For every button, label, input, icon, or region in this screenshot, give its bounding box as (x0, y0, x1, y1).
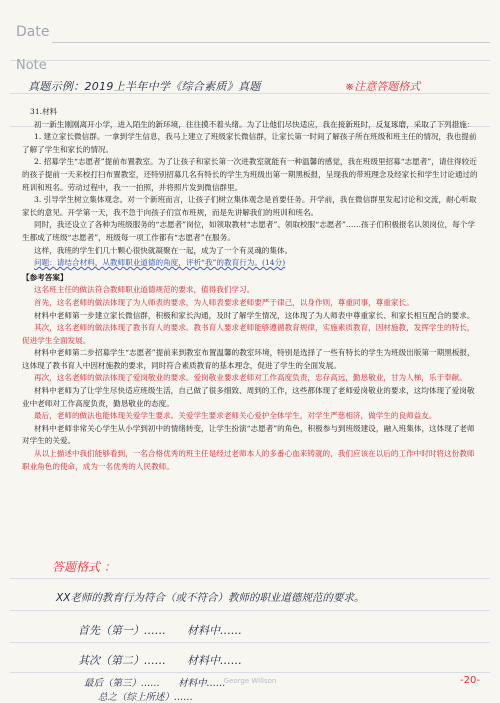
material-paragraph: 初一新生刚刚离开小学，进入陌生的新环境，往往摸不着头绪。为了让他们尽快适应，我在接新班时，反复琢磨，采取了下列措施： (34, 119, 475, 129)
watermark: George Willson (223, 677, 277, 685)
material-paragraph: 2. 招募学生“志愿者”提前布置教室。为了让孩子和家长第一次进教室就能有一种温馨的感觉，我在班级里招募“志愿者”，请住得较近的孩子提前一天来校打扫布置教室，还特别招募几名有特长的学生为班级出第一期黑板报，呈现我的带班理念及经家长和学生讨论通过的班训和班名。劳动过程中，我一一拍照，并将照片发到微信群里。 (22, 157, 478, 192)
format-heading: 答题格式 ： (52, 560, 116, 574)
material-paragraph: 1. 建立家长微信群。一拿到学生信息，我马上建立了班级家长微信群，让家长第一时间了解孩子所在班级和班主任的情况，我也提前了解了学生和家长的情况。 (22, 132, 477, 154)
page-number: -20- (460, 675, 480, 686)
format-line: 其次（第二）…… 材料中…… (78, 654, 242, 667)
question-number: 31.材料 (30, 107, 58, 116)
answer-paragraph: 材料中老师非常关心学生从小学到初中的情绪转变，让学生扮演“志愿者”的角色，积极参与到班级建设，融入班集体，这体现了老师对学生的关爱。 (22, 423, 475, 446)
answer-paragraph: 这名班主任的做法符合教师职业道德规范的要求，值得我们学习。 (34, 285, 255, 295)
material-paragraph: 这样，我班的学生们几十颗心很快就凝聚在一起，成为了一个有灵魂的集体。 (34, 245, 293, 255)
answer-paragraph: 材料中老师第二步招募学生“志愿者”提前来到教室布置温馨的教室环境，特别是选择了一些有特长的学生为班级出版第一期黑板报，这体现了教书育人中因材施教的要求，同时符合素质教育的基本理念，促进了学生的全面发展。 (22, 348, 475, 370)
answer-paragraph: 材料中老师第一步建立家长微信群，积极和家长沟通，及时了解学生情况，这体现了为人师表中尊重家长、和家长相互配合的要求。 (34, 310, 475, 320)
format-line: 最后（第三）…… 材料中…… (84, 678, 226, 689)
format-line: XX老师的教育行为符合（或不符合）教师的职业道德规范的要求。 (56, 592, 365, 604)
answer-paragraph: 其次，这名老师的做法体现了教书育人的要求。教书育人要求老师能够遵循教育规律，实施素质教育，因材施教，发挥学生的特长，促进学生全面发展。 (22, 323, 475, 345)
date-label: Date (16, 24, 50, 40)
handwritten-red-note: ※注意答题格式 (345, 80, 421, 93)
answer-paragraph: 再次，这名老师的做法体现了爱岗敬业的要求。爱岗敬业要求老师对工作高度负责，忠存高远，勤恳敬业，甘为人梯，乐于奉献。 (34, 373, 467, 383)
question-prompt: 问题：请结合材料，从教师职业道德的角度，评析“我”的教育行为。(14分) (34, 258, 286, 268)
note-label: Note (16, 58, 47, 73)
answer-heading: 【参考答案】 (22, 272, 68, 282)
answer-paragraph: 材料中老师为了让学生尽快适应班级生活，自己做了很多细致、周到的工作，这些都体现了老师爱岗敬业的要求，这均体现了爱岗敬业中老师对工作高度负责，勤恳敬业的态度。 (22, 386, 475, 408)
answer-paragraph: 首先，这名老师的做法体现了为人师表的要求，为人师表要求老师要严于律己，以身作则，尊重同事，尊重家长。 (34, 297, 414, 307)
question-block (22, 106, 482, 473)
format-line: 总之（综上所述）…… (98, 692, 194, 703)
material-paragraph: 同时，我还设立了各种为班级服务的“志愿者”岗位，如领取教材“志愿者”、领取校服“志愿者”……孩子们积极报名认领岗位，每个学生都成了班级“志愿者”，班级每一项工作都有“志愿者”在服务。 (22, 220, 475, 242)
answer-paragraph: 从以上描述中我们能够看到，一名合格优秀的班主任是经过老师本人的多番心血来铸就的，我们应该在以后的工作中时时将这份教师职业角色的使命，成为一名优秀的人民教师。 (22, 449, 475, 471)
answer-paragraph: 最后，老师的做法也能体现关爱学生要求。关爱学生要求老师关心爱护全体学生，对学生严慈相济，做学生的良师益友。 (34, 411, 437, 421)
material-paragraph: 3. 引导学生树立集体观念。对一个新班而言，让孩子们树立集体观念是首要任务。开学前，我在微信群里发起讨论和交流，耐心听取家长的意见。开学第一天，我不急于向孩子们宣布班规，而是先讲解我们的班训和班名。 (22, 195, 477, 217)
format-line: 首先（第一）…… 材料中…… (78, 624, 242, 637)
handwritten-title: 真题示例：2019上半年中学《综合素质》真题 (28, 80, 261, 93)
